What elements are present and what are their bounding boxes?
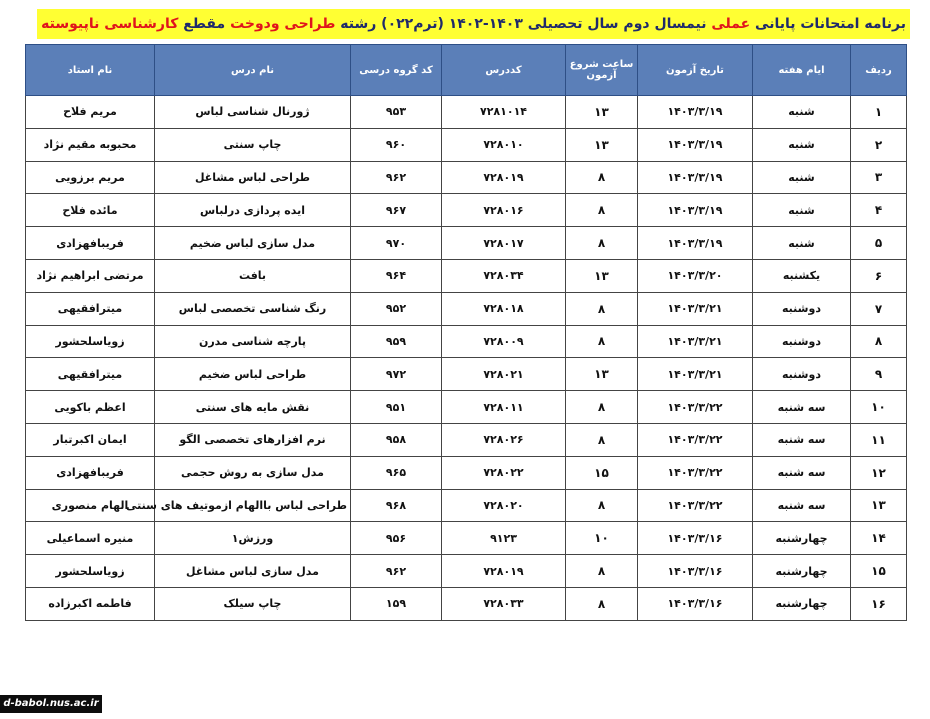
cell-weekday: دوشنبه [753, 292, 851, 325]
cell-instructor: فریبافهزادی [26, 227, 155, 260]
table-row [26, 325, 907, 358]
cell-weekday: سه شنبه [753, 391, 851, 424]
table-row [26, 522, 907, 555]
cell-row-number: ۴ [851, 194, 907, 227]
cell-start-time: ۸ [566, 292, 638, 325]
cell-row-number: ۶ [851, 259, 907, 292]
cell-start-time: ۸ [566, 555, 638, 588]
cell-course-code: ۷۲۸۰۱۰ [442, 128, 566, 161]
table-row [26, 587, 907, 620]
cell-group-code: ۹۵۳ [351, 96, 442, 129]
cell-exam-date: ۱۴۰۳/۳/۱۶ [638, 522, 753, 555]
cell-exam-date: ۱۴۰۳/۳/۲۲ [638, 423, 753, 456]
cell-course-code: ۷۲۸۰۲۲ [442, 456, 566, 489]
cell-course-code: ۷۲۸۰۳۳ [442, 587, 566, 620]
cell-course-name: ورزش۱ [155, 522, 351, 555]
header-start-time: ساعت شروع آزمون [566, 45, 638, 96]
cell-start-time: ۸ [566, 325, 638, 358]
cell-group-code: ۹۵۸ [351, 423, 442, 456]
cell-instructor: میترافقیهی [26, 358, 155, 391]
cell-instructor: الهام منصوری [26, 489, 155, 522]
header-weekday: ایام هفته [753, 45, 851, 96]
cell-instructor: مریم برزویی [26, 161, 155, 194]
cell-group-code: ۹۶۲ [351, 555, 442, 588]
cell-course-name: چاپ سنتی [155, 128, 351, 161]
cell-group-code: ۹۵۱ [351, 391, 442, 424]
title-part-5: مقطع [178, 16, 231, 32]
cell-row-number: ۱۰ [851, 391, 907, 424]
cell-weekday: سه شنبه [753, 456, 851, 489]
header-exam-date: تاریخ آزمون [638, 45, 753, 96]
exam-schedule-table [25, 44, 907, 621]
table-body [26, 96, 907, 621]
site-watermark: d-babol.nus.ac.ir [0, 695, 102, 713]
cell-instructor: محبوبه مقیم نژاد [26, 128, 155, 161]
header-course-name: نام درس [155, 45, 351, 96]
cell-instructor: فاطمه اکبرزاده [26, 587, 155, 620]
cell-weekday: شنبه [753, 96, 851, 129]
cell-start-time: ۸ [566, 587, 638, 620]
cell-exam-date: ۱۴۰۳/۳/۲۱ [638, 292, 753, 325]
cell-exam-date: ۱۴۰۳/۳/۲۰ [638, 259, 753, 292]
cell-start-time: ۱۳ [566, 96, 638, 129]
cell-course-code: ۷۲۸۰۱۶ [442, 194, 566, 227]
cell-course-code: ۷۲۸۰۲۱ [442, 358, 566, 391]
cell-start-time: ۱۳ [566, 358, 638, 391]
cell-weekday: سه شنبه [753, 423, 851, 456]
cell-start-time: ۱۳ [566, 259, 638, 292]
table-row [26, 194, 907, 227]
header-instructor: نام استاد [26, 45, 155, 96]
cell-row-number: ۳ [851, 161, 907, 194]
cell-course-code: ۷۲۸۰۲۰ [442, 489, 566, 522]
cell-exam-date: ۱۴۰۳/۳/۲۲ [638, 456, 753, 489]
cell-instructor: مریم فلاح [26, 96, 155, 129]
cell-group-code: ۹۷۲ [351, 358, 442, 391]
cell-group-code: ۹۶۴ [351, 259, 442, 292]
table-row [26, 161, 907, 194]
cell-group-code: ۹۵۹ [351, 325, 442, 358]
cell-instructor: زویاسلحشور [26, 555, 155, 588]
title-part-3: نیمسال دوم سال تحصیلی ۱۴۰۳-۱۴۰۲ (ترم۰۲۲) رشته [335, 16, 712, 32]
cell-course-code: ۷۲۸۰۲۶ [442, 423, 566, 456]
cell-course-name: مدل سازی به روش حجمی [155, 456, 351, 489]
cell-group-code: ۹۶۲ [351, 161, 442, 194]
cell-course-code: ۷۲۸۰۱۹ [442, 161, 566, 194]
cell-course-code: ۷۲۸۰۱۷ [442, 227, 566, 260]
cell-group-code: ۹۶۷ [351, 194, 442, 227]
cell-weekday: دوشنبه [753, 358, 851, 391]
cell-start-time: ۱۳ [566, 128, 638, 161]
title-part-2: عملی [711, 16, 751, 32]
cell-row-number: ۹ [851, 358, 907, 391]
cell-instructor: فریبافهزادی [26, 456, 155, 489]
cell-group-code: ۹۵۶ [351, 522, 442, 555]
cell-course-name: مدل سازی لباس ضخیم [155, 227, 351, 260]
cell-weekday: چهارشنبه [753, 555, 851, 588]
cell-start-time: ۸ [566, 194, 638, 227]
cell-exam-date: ۱۴۰۳/۳/۲۱ [638, 325, 753, 358]
header-group-code: کد گروه درسی [351, 45, 442, 96]
cell-row-number: ۱۴ [851, 522, 907, 555]
cell-exam-date: ۱۴۰۳/۳/۲۲ [638, 489, 753, 522]
table-row [26, 423, 907, 456]
table-row [26, 259, 907, 292]
cell-course-code: ۷۲۸۰۱۹ [442, 555, 566, 588]
cell-row-number: ۱۵ [851, 555, 907, 588]
cell-course-name: طراحی لباس ضخیم [155, 358, 351, 391]
table-row [26, 489, 907, 522]
cell-row-number: ۸ [851, 325, 907, 358]
table-header-row [26, 45, 907, 96]
cell-course-code: ۷۲۸۰۰۹ [442, 325, 566, 358]
header-course-code: کددرس [442, 45, 566, 96]
cell-instructor: مرتضی ابراهیم نژاد [26, 259, 155, 292]
cell-group-code: ۹۶۸ [351, 489, 442, 522]
cell-exam-date: ۱۴۰۳/۳/۱۹ [638, 96, 753, 129]
cell-course-name: رنگ شناسی تخصصی لباس [155, 292, 351, 325]
cell-start-time: ۸ [566, 489, 638, 522]
cell-exam-date: ۱۴۰۳/۳/۱۹ [638, 161, 753, 194]
cell-instructor: مائده فلاح [26, 194, 155, 227]
cell-row-number: ۱۳ [851, 489, 907, 522]
cell-start-time: ۱۵ [566, 456, 638, 489]
cell-weekday: شنبه [753, 194, 851, 227]
title-part-4: طراحی ودوخت [230, 16, 336, 32]
cell-weekday: دوشنبه [753, 325, 851, 358]
cell-row-number: ۱ [851, 96, 907, 129]
cell-course-name: بافت [155, 259, 351, 292]
cell-group-code: ۹۶۰ [351, 128, 442, 161]
cell-weekday: شنبه [753, 161, 851, 194]
cell-exam-date: ۱۴۰۳/۳/۱۹ [638, 227, 753, 260]
cell-course-name: طراحی لباس مشاغل [155, 161, 351, 194]
cell-course-code: ۷۲۸۱۰۱۴ [442, 96, 566, 129]
table-row [26, 292, 907, 325]
cell-course-name: مدل سازی لباس مشاغل [155, 555, 351, 588]
cell-row-number: ۷ [851, 292, 907, 325]
cell-course-code: ۷۲۸۰۱۸ [442, 292, 566, 325]
cell-weekday: چهارشنبه [753, 522, 851, 555]
cell-exam-date: ۱۴۰۳/۳/۱۹ [638, 194, 753, 227]
cell-instructor: زویاسلحشور [26, 325, 155, 358]
cell-course-name: طراحی لباس باالهام ازموتیف های سنتی [155, 489, 351, 522]
cell-start-time: ۸ [566, 391, 638, 424]
cell-instructor: منیره اسماعیلی [26, 522, 155, 555]
cell-course-code: ۷۲۸۰۳۴ [442, 259, 566, 292]
cell-row-number: ۵ [851, 227, 907, 260]
cell-course-name: نقش مایه های سنتی [155, 391, 351, 424]
table-row [26, 358, 907, 391]
table-row [26, 555, 907, 588]
cell-course-name: نرم افزارهای تخصصی الگو [155, 423, 351, 456]
cell-start-time: ۸ [566, 227, 638, 260]
cell-instructor: اعظم باکویی [26, 391, 155, 424]
table-row [26, 456, 907, 489]
cell-instructor: ایمان اکبرتبار [26, 423, 155, 456]
title-part-1: برنامه امتحانات پایانی [750, 16, 906, 32]
cell-group-code: ۹۶۵ [351, 456, 442, 489]
cell-course-code: ۷۲۸۰۱۱ [442, 391, 566, 424]
cell-weekday: سه شنبه [753, 489, 851, 522]
cell-course-name: چاپ سیلک [155, 587, 351, 620]
cell-course-name: ایده پردازی درلباس [155, 194, 351, 227]
cell-weekday: شنبه [753, 227, 851, 260]
header-row-number: ردیف [851, 45, 907, 96]
cell-exam-date: ۱۴۰۳/۳/۱۶ [638, 555, 753, 588]
title-part-6: کارشناسی ناپیوسته [41, 16, 179, 32]
page-title [37, 9, 910, 39]
cell-row-number: ۲ [851, 128, 907, 161]
cell-row-number: ۱۲ [851, 456, 907, 489]
cell-weekday: شنبه [753, 128, 851, 161]
cell-start-time: ۸ [566, 161, 638, 194]
cell-weekday: چهارشنبه [753, 587, 851, 620]
cell-group-code: ۱۵۹ [351, 587, 442, 620]
table-row [26, 391, 907, 424]
cell-group-code: ۹۷۰ [351, 227, 442, 260]
cell-weekday: یکشنبه [753, 259, 851, 292]
cell-instructor: میترافقیهی [26, 292, 155, 325]
table-row [26, 96, 907, 129]
cell-exam-date: ۱۴۰۳/۳/۱۶ [638, 587, 753, 620]
cell-exam-date: ۱۴۰۳/۳/۲۱ [638, 358, 753, 391]
cell-course-name: پارچه شناسی مدرن [155, 325, 351, 358]
cell-start-time: ۱۰ [566, 522, 638, 555]
table-row [26, 128, 907, 161]
cell-exam-date: ۱۴۰۳/۳/۲۲ [638, 391, 753, 424]
cell-group-code: ۹۵۲ [351, 292, 442, 325]
cell-row-number: ۱۱ [851, 423, 907, 456]
cell-start-time: ۸ [566, 423, 638, 456]
cell-course-code: ۹۱۲۳ [442, 522, 566, 555]
table-row [26, 227, 907, 260]
cell-row-number: ۱۶ [851, 587, 907, 620]
cell-exam-date: ۱۴۰۳/۳/۱۹ [638, 128, 753, 161]
cell-course-name: ژورنال شناسی لباس [155, 96, 351, 129]
